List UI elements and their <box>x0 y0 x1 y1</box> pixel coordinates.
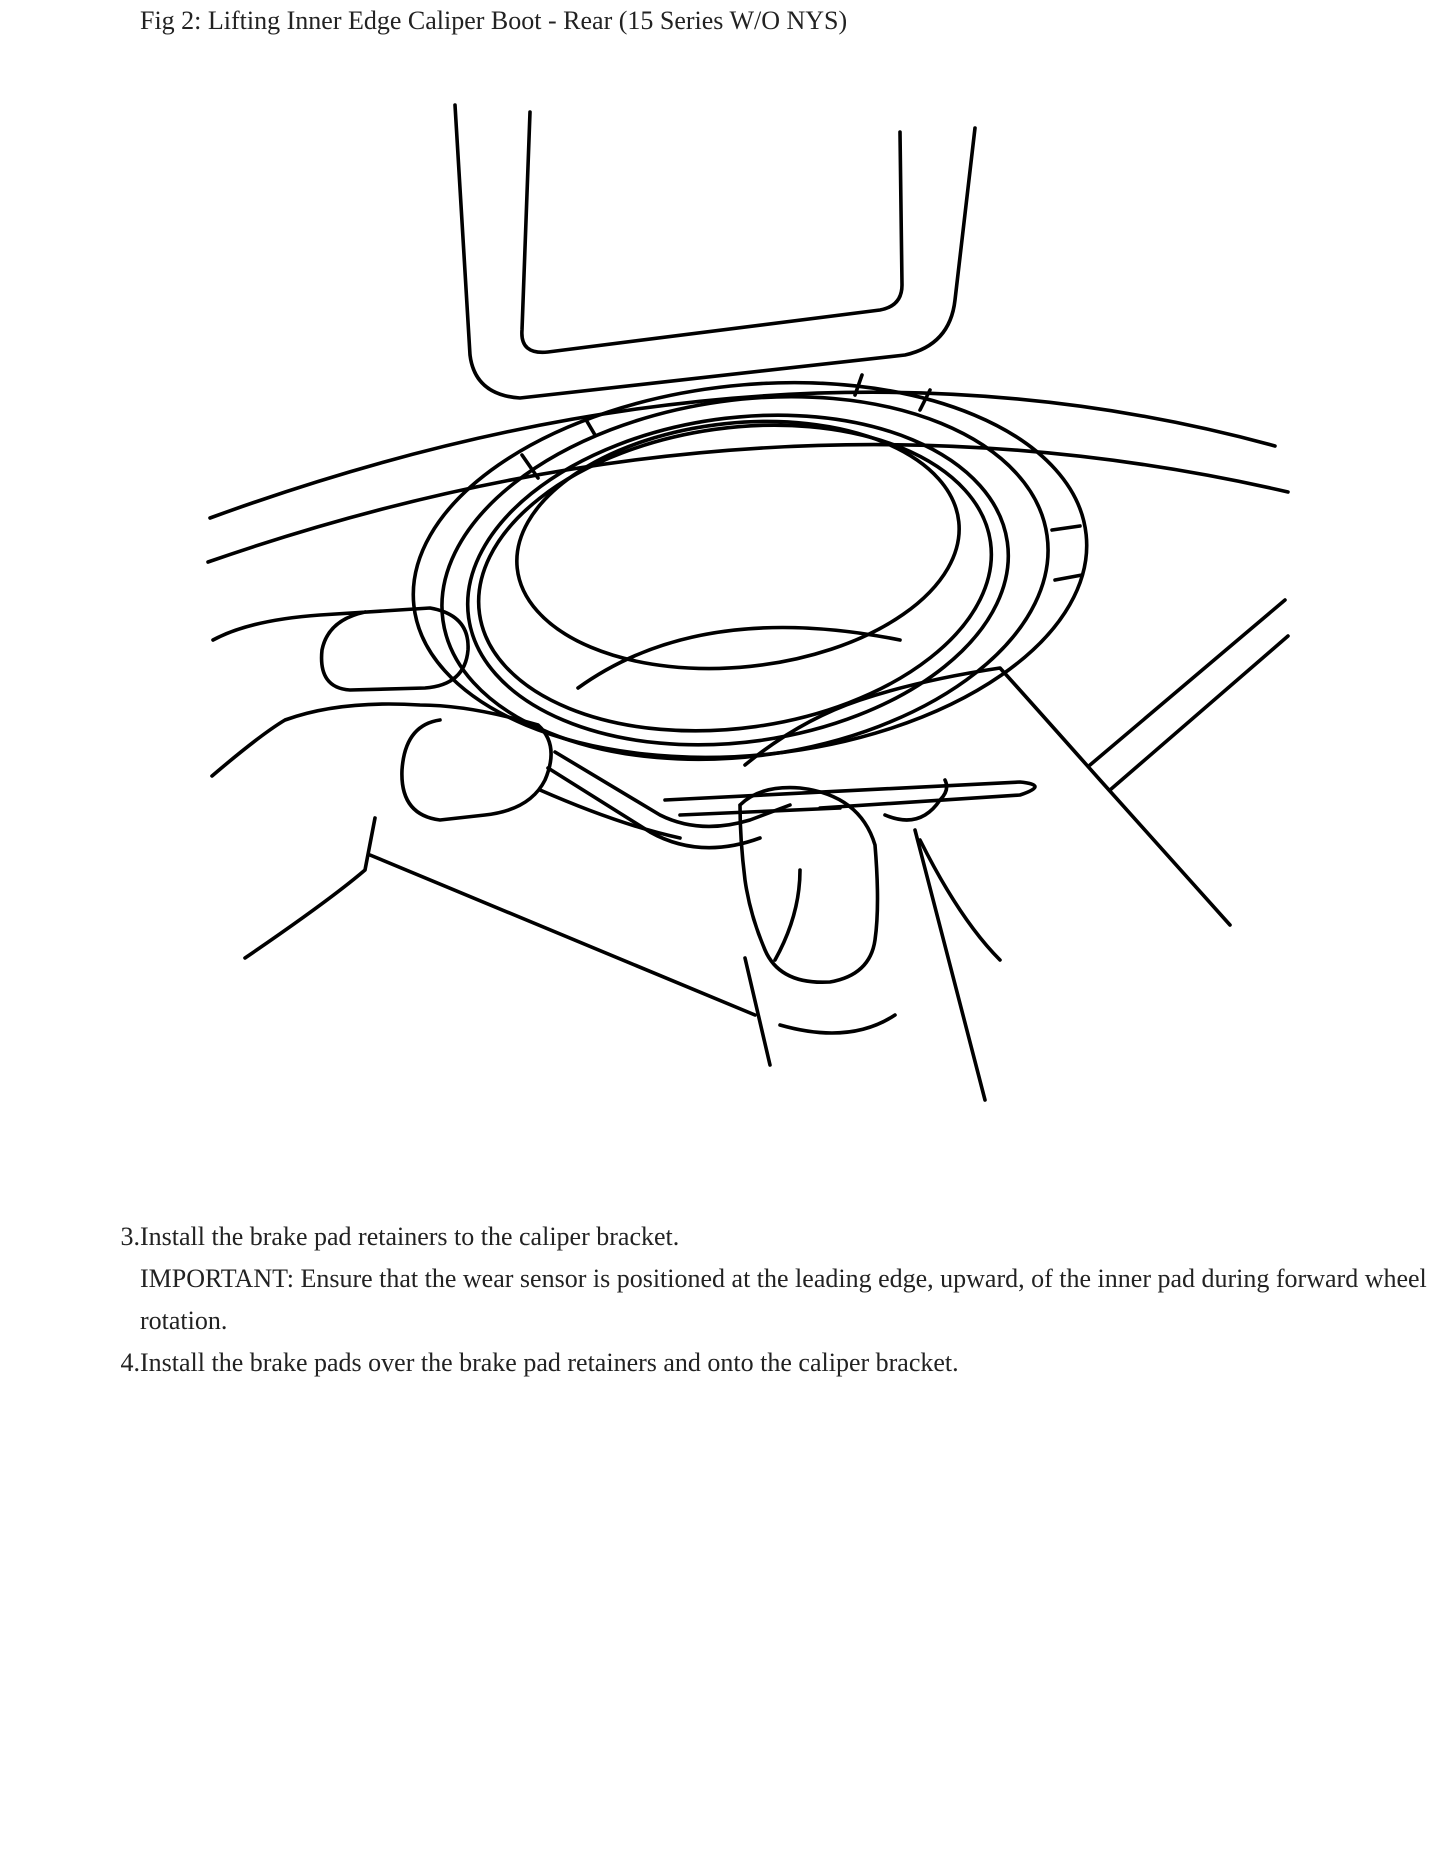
hand-edge <box>370 855 755 1015</box>
ring-tick <box>585 418 595 435</box>
step-number: 3. <box>120 1222 140 1251</box>
rotor-arc-outer <box>210 392 1275 518</box>
step-item <box>0 1216 1445 1342</box>
bracket-line <box>1090 600 1285 765</box>
wrist-line <box>915 830 985 1100</box>
step-text: Install the brake pads over the brake pad retainers and onto the caliper bracket. <box>140 1348 959 1377</box>
hand-knuckle <box>780 1015 895 1033</box>
rotor-arc-inner <box>208 445 1288 562</box>
step-text: Install the brake pad retainers to the caliper bracket. <box>140 1222 680 1251</box>
boot-fold <box>555 752 790 826</box>
tool-blade-edge <box>680 808 840 815</box>
thumb-nail <box>775 870 800 960</box>
ring-tick <box>1055 575 1082 580</box>
figure-caption: Fig 2: Lifting Inner Edge Caliper Boot - Rear (15 Series W/O NYS) <box>140 6 848 35</box>
hand-palm <box>245 818 375 958</box>
bracket-line <box>1110 636 1288 790</box>
caliper-housing-inner <box>522 112 902 352</box>
step-item <box>0 1342 1445 1384</box>
tool-blade <box>665 782 1035 808</box>
instruction-list <box>0 1216 1445 1384</box>
caliper-housing-outer <box>455 105 975 398</box>
finger-lower <box>212 704 551 820</box>
ring-tick <box>1052 526 1080 530</box>
step-number: 4. <box>120 1348 140 1377</box>
step-important-note: IMPORTANT: Ensure that the wear sensor is positioned at the leading edge, upward, of the inner pad during forward wheel rotation. <box>140 1264 1427 1335</box>
piston-face <box>578 628 900 689</box>
